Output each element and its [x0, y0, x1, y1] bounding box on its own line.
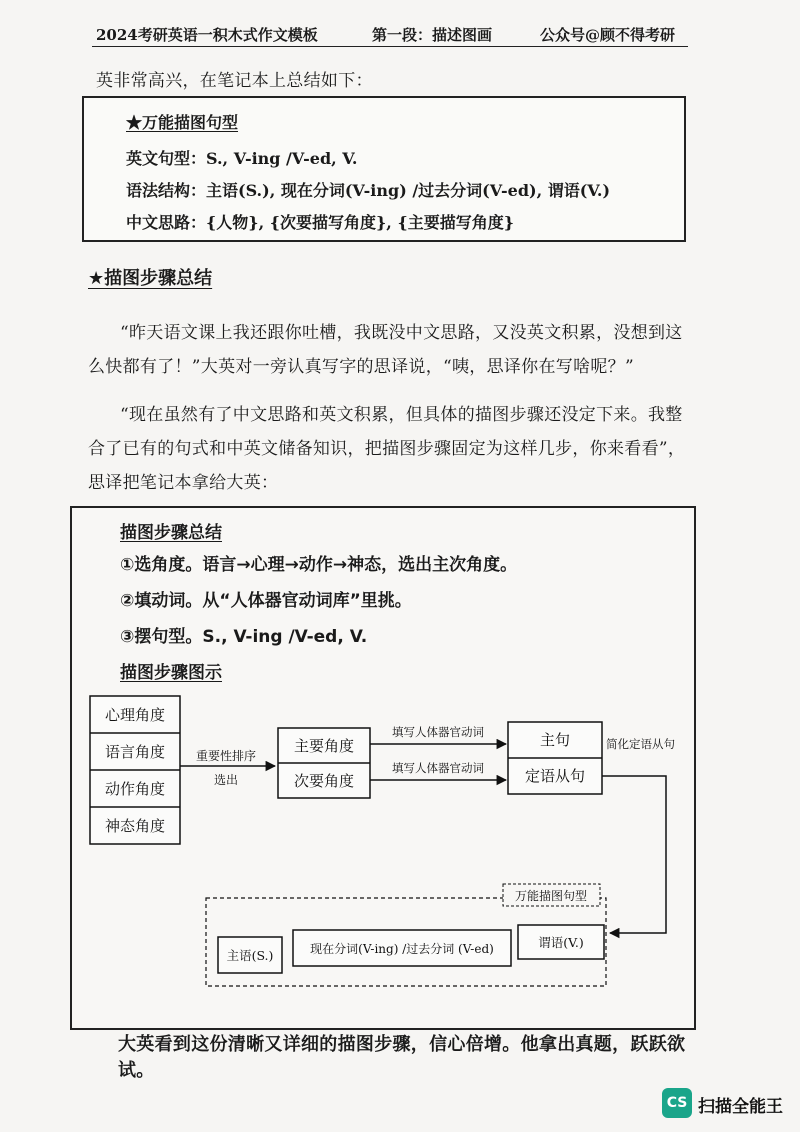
bottom-line: 大英看到这份清晰又详细的描图步骤，信心倍增。他拿出真题，跃跃欲试。 — [118, 1034, 686, 1081]
intro-line: 英非常高兴，在笔记本上总结如下： — [96, 71, 373, 91]
verb-label-minor: 填写人体器官动词 — [392, 761, 484, 775]
simplify-arrow — [602, 776, 666, 933]
paragraph-line: “现在虽然有了中文思路和英文积累，但具体的描图步骤还没定下来。我整 — [120, 405, 683, 425]
camscanner-logo-icon: CS — [662, 1088, 692, 1118]
participle: 现在分词(V-ing) /过去分词 (V-ed) — [310, 942, 494, 956]
minor-angle: 次要角度 — [293, 772, 355, 790]
diagram-title: 描图步骤图示 — [120, 663, 222, 683]
sort-label: 重要性排序 — [195, 749, 257, 763]
subject: 主语(S.) — [226, 948, 274, 963]
relative-clause: 定语从句 — [524, 767, 586, 785]
angle-action: 动作角度 — [104, 780, 166, 798]
paragraph-line: 思译把笔记本拿给大英： — [88, 473, 279, 493]
paragraph-line: 么快都有了！”大英对一旁认真写字的思译说，“咦，思译你在写啥呢？” — [88, 357, 634, 377]
header-right: 公众号@顾不得考研 — [540, 26, 676, 44]
template-tag: 万能描图句型 — [514, 889, 588, 903]
box1-title: ★万能描图句型 — [126, 113, 239, 132]
header-center: 第一段：描述图画 — [372, 26, 493, 44]
box1-line-grammar: 语法结构：主语(S.), 现在分词(V-ing) /过去分词(V-ed), 谓语(V.) — [126, 181, 611, 200]
angle-language: 语言角度 — [104, 743, 166, 761]
camscanner-app-name: 扫描全能王 — [698, 1097, 783, 1117]
paragraph-line: “昨天语文课上我还跟你吐槽，我既没中文思路，又没英文积累，没想到这 — [120, 323, 683, 343]
main-angle: 主要角度 — [293, 737, 355, 755]
box1-line-chinese: 中文思路：{人物}, {次要描写角度}, {主要描写角度} — [126, 213, 515, 232]
angle-psychology: 心理角度 — [104, 706, 166, 724]
section-title: ★描图步骤总结 — [88, 268, 213, 289]
step-1: ①选角度。语言→心理→动作→神态，选出主次角度。 — [120, 555, 518, 575]
box2-title: 描图步骤总结 — [120, 523, 222, 543]
box1-line-english: 英文句型：S., V-ing /V-ed, V. — [126, 149, 358, 168]
main-clause: 主句 — [539, 731, 571, 749]
step-3: ③摆句型。S., V-ing /V-ed, V. — [120, 627, 368, 647]
step-2: ②填动词。从“人体器官动词库”里挑。 — [120, 591, 412, 611]
header-left: 2024考研英语一积木式作文模板 — [96, 26, 318, 44]
paragraph-line: 合了已有的句式和中英文储备知识，把描图步骤固定为这样几步，你来看看”， — [88, 439, 686, 459]
select-label: 选出 — [213, 773, 239, 787]
simplify-label: 简化定语从句 — [606, 737, 675, 751]
verb-label-main: 填写人体器官动词 — [392, 725, 484, 739]
angle-expression: 神态角度 — [104, 817, 166, 835]
predicate: 谓语(V.) — [538, 935, 584, 950]
